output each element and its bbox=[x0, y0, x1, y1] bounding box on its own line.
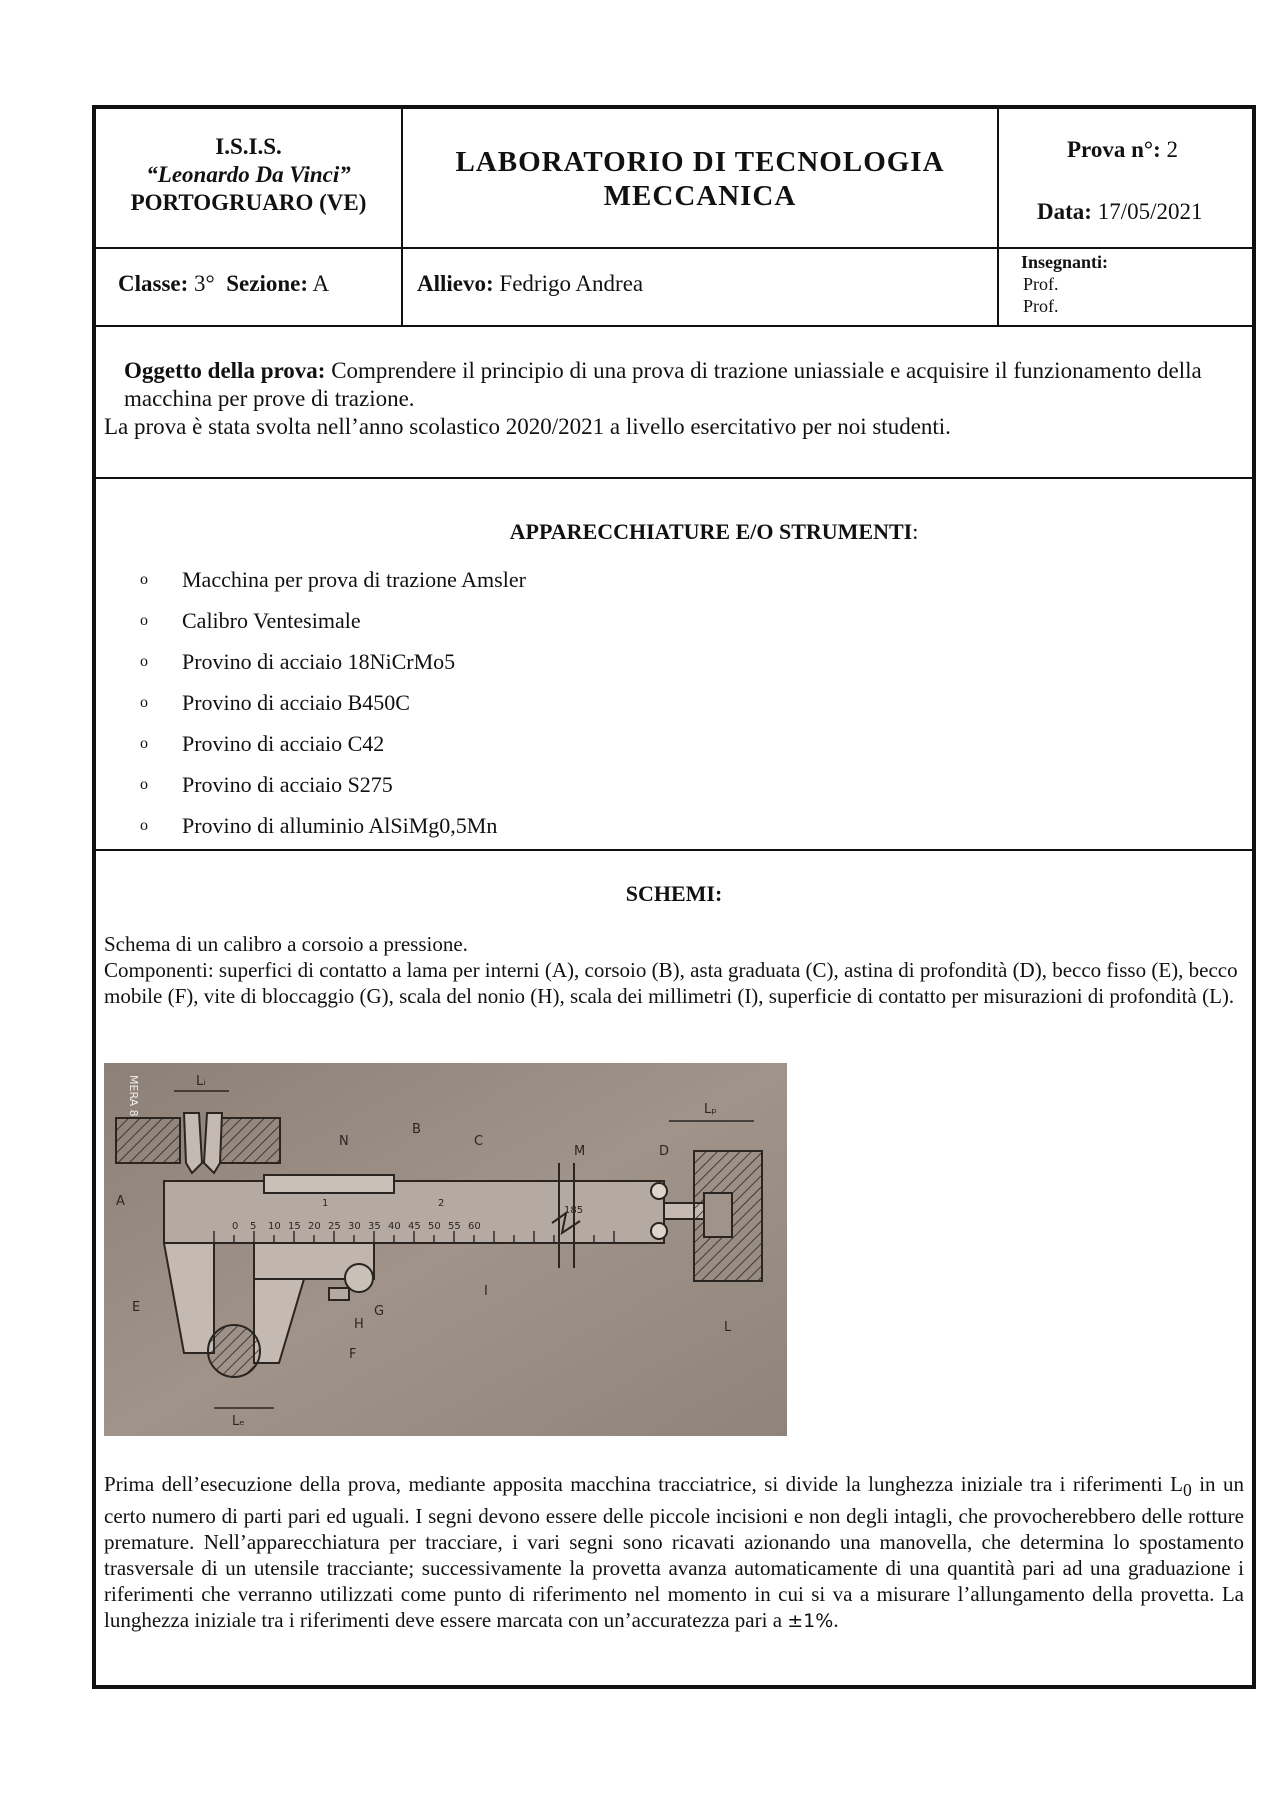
schemes-components: Componenti: superfici di contatto a lama per interni (A), corsoio (B), asta graduata (C), astina di profondità (D), becco fisso (E), becco mobile (F), vite di bloccaggio (G), scala del nonio (H), scala dei millimetri (I), superficie di contatto per misurazioni di profondità (L). bbox=[104, 958, 1238, 1008]
bullet-icon: o bbox=[140, 571, 148, 588]
round-workpiece bbox=[208, 1325, 260, 1377]
scale-label: 50 bbox=[428, 1221, 441, 1232]
test-meta bbox=[999, 109, 1252, 247]
list-item bbox=[140, 682, 526, 723]
schemes-row bbox=[96, 851, 1252, 1685]
student-cell bbox=[403, 249, 999, 325]
test-date bbox=[1037, 199, 1202, 225]
list-item bbox=[140, 600, 526, 641]
class-value: 3° bbox=[194, 271, 215, 296]
list-item bbox=[140, 641, 526, 682]
schemes-description bbox=[104, 931, 1244, 1009]
procedure-text-2: in un certo numero di parti pari ed uguali. I segni devono essere delle piccole incisioni e non degli intagli, che provocherebbero delle rotture premature. Nell’apparecchiatura per tracciare, i vari segni sono ricavati azionando una manovella, che determina lo spostamento trasversale di un utensile tracciante; successivamente la provetta avanza automaticamente di una quantità pari ad una graduazione i riferimenti che verranno utilizzati come punto di riferimento nel momento in cui si va a misurare l’allungamento della provetta. La lunghezza iniziale tra i riferimenti deve essere marcata con un’accuratezza pari a bbox=[104, 1472, 1244, 1633]
bullet-icon: o bbox=[140, 653, 148, 670]
teachers-label: Insegnanti: bbox=[1021, 252, 1109, 272]
bullet-icon: o bbox=[140, 776, 148, 793]
header-row bbox=[96, 109, 1252, 249]
tolerance-value: ±1% bbox=[787, 1610, 834, 1633]
equipment-row bbox=[96, 479, 1252, 851]
depth-cavity bbox=[704, 1193, 732, 1237]
label-e: E bbox=[132, 1300, 141, 1315]
label-n: N bbox=[339, 1134, 349, 1149]
label-g: G bbox=[374, 1304, 385, 1319]
label-lp: Lₚ bbox=[704, 1102, 717, 1117]
equipment-item: Provino di acciaio B450C bbox=[182, 690, 410, 715]
student-label: Allievo: bbox=[417, 271, 494, 296]
scale-label: 15 bbox=[288, 1221, 301, 1232]
object-paragraph bbox=[104, 357, 1244, 413]
scale-label: 185 bbox=[564, 1205, 584, 1216]
section-value: A bbox=[312, 271, 330, 296]
teacher-2: Prof. bbox=[1023, 296, 1059, 316]
scale-label: 5 bbox=[250, 1221, 257, 1232]
label-corner: MERA 8 bbox=[127, 1075, 140, 1117]
label-li: Lᵢ bbox=[196, 1074, 206, 1089]
school-name: I.S.I.S. bbox=[215, 134, 282, 159]
label-i: I bbox=[484, 1284, 488, 1299]
scale-label: 40 bbox=[388, 1221, 401, 1232]
equipment-list bbox=[140, 559, 526, 846]
schemes-caption: Schema di un calibro a corsoio a pressione. bbox=[104, 932, 468, 956]
class-cell bbox=[96, 249, 403, 325]
student-row bbox=[96, 249, 1252, 327]
document-frame bbox=[92, 105, 1256, 1689]
label-f: F bbox=[349, 1347, 357, 1362]
bullet-icon: o bbox=[140, 817, 148, 834]
list-item bbox=[140, 559, 526, 600]
lab-title-line-1: LABORATORIO DI TECNOLOGIA bbox=[455, 146, 945, 178]
equipment-item: Macchina per prova di trazione Amsler bbox=[182, 567, 526, 592]
inner-jaw-mobile bbox=[204, 1113, 222, 1173]
label-c: C bbox=[474, 1134, 484, 1149]
procedure-subscript: 0 bbox=[1182, 1480, 1192, 1501]
caliper-diagram bbox=[104, 1063, 787, 1436]
object-text: Comprendere il principio di una prova di trazione uniassiale e acquisire il funzionamento della macchina per prove di trazione. bbox=[124, 358, 1202, 411]
procedure-paragraph bbox=[104, 1471, 1244, 1634]
equipment-item: Provino di acciaio C42 bbox=[182, 731, 385, 756]
scale-label: 30 bbox=[348, 1221, 361, 1232]
label-l: L bbox=[724, 1320, 732, 1335]
object-row bbox=[96, 327, 1252, 479]
list-item bbox=[140, 805, 526, 846]
school-cell bbox=[96, 109, 403, 247]
screw-head bbox=[329, 1288, 349, 1300]
left-workpiece bbox=[116, 1118, 180, 1163]
procedure-end: . bbox=[833, 1608, 839, 1633]
inner-jaw-fixed bbox=[184, 1113, 202, 1173]
equipment-item: Calibro Ventesimale bbox=[182, 608, 361, 633]
equipment-heading-text: APPARECCHIATURE E/O STRUMENTI bbox=[509, 519, 913, 544]
scale-label: 45 bbox=[408, 1221, 421, 1232]
school-city: PORTOGRUARO (VE) bbox=[130, 190, 367, 215]
equipment-item: Provino di acciaio 18NiCrMo5 bbox=[182, 649, 456, 674]
scale-label: 60 bbox=[468, 1221, 481, 1232]
bullet-icon: o bbox=[140, 612, 148, 629]
procedure-text-1: Prima dell’esecuzione della prova, mediante apposita macchina tracciatrice, si divide la lunghezza iniziale tra i riferimenti L bbox=[104, 1472, 1183, 1496]
scale-label: 25 bbox=[328, 1221, 341, 1232]
student-name: Fedrigo Andrea bbox=[499, 271, 644, 296]
list-item bbox=[140, 723, 526, 764]
label-a: A bbox=[116, 1194, 125, 1209]
equipment-item: Provino di acciaio S275 bbox=[182, 772, 393, 797]
test-date-label: Data: bbox=[1037, 199, 1092, 224]
school-dedication: “Leonardo Da Vinci” bbox=[146, 162, 351, 187]
label-d: D bbox=[659, 1144, 670, 1159]
rivet-bottom bbox=[651, 1223, 667, 1239]
lab-title bbox=[403, 109, 999, 247]
test-number bbox=[1067, 137, 1178, 163]
equipment-heading bbox=[96, 519, 1252, 545]
bullet-icon: o bbox=[140, 694, 148, 711]
scale-label: 20 bbox=[308, 1221, 321, 1232]
bullet-icon: o bbox=[140, 735, 148, 752]
left-workpiece-right bbox=[216, 1118, 280, 1163]
scale-label: 2 bbox=[438, 1198, 445, 1209]
teachers-cell bbox=[999, 249, 1252, 325]
equipment-item: Provino di alluminio AlSiMg0,5Mn bbox=[182, 813, 498, 838]
scale-label: 55 bbox=[448, 1221, 461, 1232]
object-note: La prova è stata svolta nell’anno scolastico 2020/2021 a livello esercitativo per noi studenti. bbox=[104, 414, 951, 439]
test-number-label: Prova n°: bbox=[1067, 137, 1161, 162]
label-h: H bbox=[354, 1317, 364, 1332]
scale-label: 10 bbox=[268, 1221, 281, 1232]
test-date-value: 17/05/2021 bbox=[1097, 199, 1203, 224]
scale-label: 0 bbox=[232, 1221, 239, 1232]
rivet-top bbox=[651, 1183, 667, 1199]
label-b: B bbox=[412, 1122, 421, 1137]
test-number-value: 2 bbox=[1166, 137, 1178, 162]
label-m: M bbox=[574, 1144, 586, 1159]
teacher-1: Prof. bbox=[1023, 274, 1059, 294]
scale-label: 1 bbox=[322, 1198, 329, 1209]
class-label: Classe: bbox=[118, 271, 189, 296]
section-label: Sezione: bbox=[226, 271, 308, 296]
label-le: Lₑ bbox=[232, 1414, 245, 1429]
slider-top bbox=[264, 1175, 394, 1193]
object-label: Oggetto della prova: bbox=[124, 358, 326, 383]
lab-title-line-2: MECCANICA bbox=[603, 180, 797, 212]
schemes-heading: SCHEMI: bbox=[625, 881, 723, 906]
list-item bbox=[140, 764, 526, 805]
equipment-heading-colon: : bbox=[912, 519, 919, 544]
scale-label: 35 bbox=[368, 1221, 381, 1232]
